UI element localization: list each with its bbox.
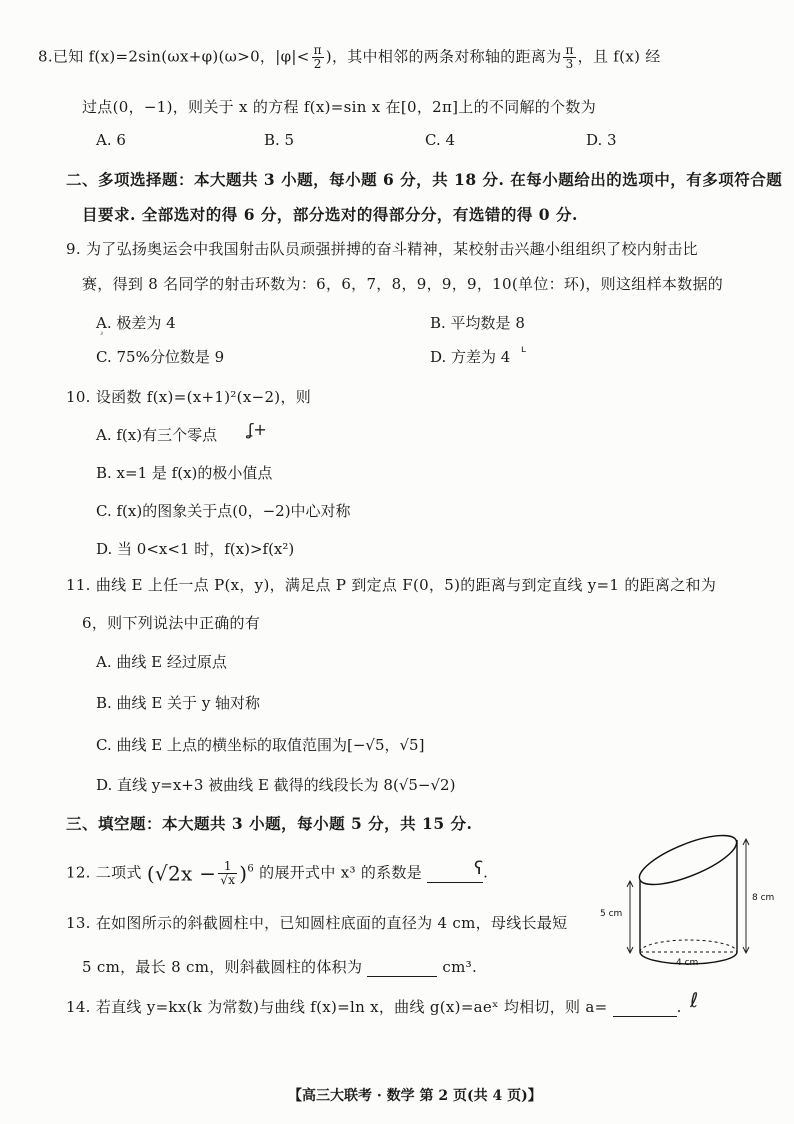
page-footer: 【高三大联考 · 数学 第 2 页(共 4 页)】: [288, 1088, 542, 1104]
q11-option-c: C. 曲线 E 上点的横坐标的取值范围为[−√5，√5]: [96, 736, 425, 754]
cylinder-bottom-back: [640, 940, 737, 952]
cylinder-top-ellipse: [634, 826, 742, 895]
q9-option-d: D. 方差为 4: [430, 348, 511, 366]
q12-fraction: $\frac{1}{√x}$: [220, 859, 236, 887]
q8-option-a: A. 6: [96, 131, 126, 149]
label-5cm: 5 cm: [600, 909, 623, 919]
q11-line1: 11. 曲线 E 上任一点 P(x，y)，满足点 P 到定点 F(0，5)的距离与到定直线 y=1 的距离之和为: [66, 576, 717, 594]
q13-line1: 13. 在如图所示的斜截圆柱中，已知圆柱底面的直径为 4 cm，母线长最短: [66, 914, 568, 932]
q8-dist-fraction: $\frac{\pi}{3}$: [565, 43, 574, 71]
pencil-mark-icon: ʴ: [100, 330, 103, 341]
q13-line2: 5 cm，最长 8 cm，则斜截圆柱的体积为 cm³.: [82, 958, 478, 976]
q10-stem: 10. 设函数 f(x)=(x+1)²(x−2)，则: [66, 388, 312, 406]
q10-option-b: B. x=1 是 f(x)的极小值点: [96, 464, 273, 482]
q9-option-b: B. 平均数是 8: [430, 314, 525, 332]
q9-line2: 赛，得到 8 名同学的射击环数为：6，6，7，8，9，9，9，10(单位：环)，则这组样本数据的: [82, 275, 724, 293]
q8-cond-fraction: $\frac{\pi}{2}$: [313, 43, 322, 71]
q11-option-a: A. 曲线 E 经过原点: [96, 653, 227, 671]
pencil-mark-icon: ʟ: [521, 344, 527, 355]
q13-answer-blank[interactable]: [367, 958, 437, 977]
q14-answer-blank[interactable]: [613, 998, 677, 1017]
handwriting-mark-icon: ʆ+: [248, 420, 267, 439]
q10-option-c: C. f(x)的图象关于点(0，−2)中心对称: [96, 502, 351, 520]
q11-line2: 6，则下列说法中正确的有: [82, 614, 261, 632]
q11-option-b: B. 曲线 E 关于 y 轴对称: [96, 694, 261, 712]
q8-option-c: C. 4: [425, 131, 456, 149]
q11-option-d: D. 直线 y=x+3 被曲线 E 截得的线段长为 8(√5−√2): [96, 776, 456, 794]
q10-option-d: D. 当 0<x<1 时，f(x)>f(x²): [96, 540, 295, 558]
handwriting-mark-icon: ʕ: [474, 858, 484, 879]
q14-line: 14. 若直线 y=kx(k 为常数)与曲线 f(x)=ln x，曲线 g(x)=aeˣ 均相切，则 a= .: [66, 998, 682, 1016]
label-8cm: 8 cm: [752, 893, 775, 903]
q12-line: 12. 二项式 (√2x − $\frac{1}{√x}$ )$^6$ 的展开式中 x³ 的系数是 .: [66, 859, 489, 887]
section3-heading: 三、填空题：本大题共 3 小题，每小题 5 分，共 15 分.: [66, 814, 473, 833]
q9-option-c: C. 75%分位数是 9: [96, 348, 225, 366]
q9-line1: 9. 为了弘扬奥运会中我国射击队员顽强拼搏的奋斗精神，某校射击兴趣小组组织了校内射击比: [66, 240, 698, 258]
label-4cm: 4 cm: [676, 958, 699, 968]
section2-heading-line2: 目要求. 全部选对的得 6 分，部分选对的得部分分，有选错的得 0 分.: [82, 205, 578, 224]
handwriting-mark-icon: ℓ: [690, 988, 699, 1012]
section2-heading-line1: 二、多项选择题：本大题共 3 小题，每小题 6 分，共 18 分. 在每小题给出的选项中，有多项符合题: [66, 170, 783, 189]
oblique-cylinder-figure: [600, 820, 780, 970]
q8-line1: 8.已知 f(x)=2sin(ωx+φ)(ω>0，|φ|< $\frac{\pi}{2}$ )，其中相邻的两条对称轴的距离为 $\frac{\pi}{3}$ ，且 f(x) 经: [38, 43, 661, 71]
q8-line2: 过点(0，−1)，则关于 x 的方程 f(x)=sin x 在[0，2π]上的不同解的个数为: [82, 98, 597, 116]
q8-option-d: D. 3: [586, 131, 617, 149]
q10-option-a: A. f(x)有三个零点: [96, 426, 218, 444]
q8-option-b: B. 5: [264, 131, 295, 149]
q9-option-a: A. 极差为 4: [96, 314, 176, 332]
